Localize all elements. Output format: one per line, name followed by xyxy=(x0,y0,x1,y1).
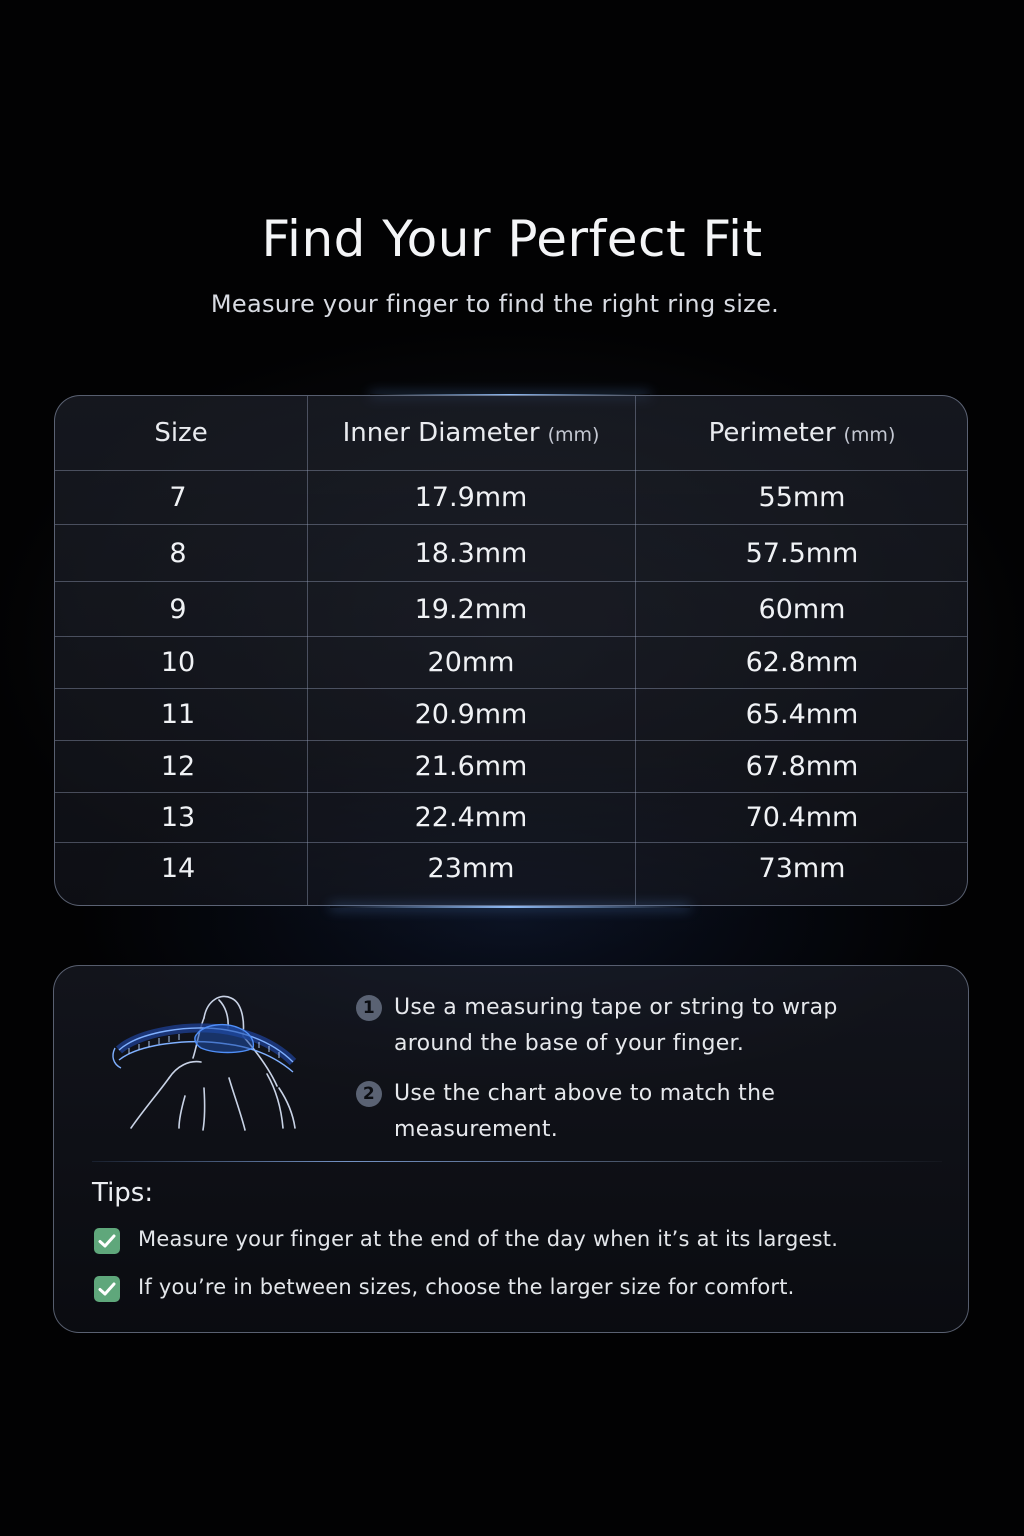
instruction-step xyxy=(356,990,916,1062)
column-header-label: Size xyxy=(154,418,208,448)
size-cell: 9 xyxy=(169,593,187,625)
perimeter-cell: 62.8mm xyxy=(745,647,859,678)
table-row xyxy=(55,792,968,842)
perimeter-cell: 70.4mm xyxy=(745,802,859,833)
column-header-label: Perimeter xyxy=(708,418,836,448)
step-number-badge: 2 xyxy=(356,1081,382,1107)
size-cell: 12 xyxy=(160,751,196,782)
section-divider xyxy=(92,1161,942,1162)
table-bottom-glow xyxy=(330,906,690,908)
step-number-badge: 1 xyxy=(356,995,382,1021)
size-cell: 7 xyxy=(169,482,187,513)
size-cell: 13 xyxy=(160,802,196,833)
diameter-cell: 21.6mm xyxy=(414,751,528,782)
perimeter-cell: 57.5mm xyxy=(745,537,859,569)
table-row xyxy=(55,524,968,581)
column-header-perimeter xyxy=(635,396,968,470)
size-cell: 8 xyxy=(169,537,187,569)
finger-measuring-tape-icon xyxy=(109,988,334,1138)
size-cell: 10 xyxy=(160,647,196,678)
tips-heading: Tips: xyxy=(92,1178,154,1208)
perimeter-cell: 65.4mm xyxy=(745,699,859,730)
tip-text: Measure your finger at the end of the day when it’s at its largest. xyxy=(138,1227,839,1251)
diameter-cell: 17.9mm xyxy=(414,482,528,513)
page-title: Find Your Perfect Fit xyxy=(261,210,763,268)
column-header-label: Inner Diameter xyxy=(342,418,540,448)
check-icon xyxy=(94,1228,120,1254)
perimeter-cell: 60mm xyxy=(758,593,846,625)
step-text: Use the chart above to match the measurement. xyxy=(394,1081,776,1142)
ring-size-table xyxy=(54,395,968,906)
column-header-unit: (mm) xyxy=(547,424,600,446)
size-cell: 14 xyxy=(160,852,196,884)
diameter-cell: 23mm xyxy=(427,852,515,884)
diameter-cell: 22.4mm xyxy=(414,802,528,833)
column-header-unit: (mm) xyxy=(843,424,896,446)
instruction-step xyxy=(356,1076,916,1148)
step-text: Use a measuring tape or string to wrap around the base of your finger. xyxy=(394,995,838,1056)
diameter-cell: 20.9mm xyxy=(414,699,528,730)
perimeter-cell: 55mm xyxy=(758,482,846,513)
table-row xyxy=(55,740,968,792)
size-cell: 11 xyxy=(160,699,196,730)
diameter-cell: 19.2mm xyxy=(414,593,528,625)
page-subtitle: Measure your finger to find the right ring size. xyxy=(210,290,780,318)
measuring-instructions-card xyxy=(53,965,969,1333)
table-row xyxy=(55,581,968,636)
perimeter-cell: 73mm xyxy=(758,852,846,884)
column-header-size xyxy=(55,396,307,470)
diameter-cell: 18.3mm xyxy=(414,537,528,569)
check-icon xyxy=(94,1276,120,1302)
table-row xyxy=(55,688,968,740)
tip-item xyxy=(92,1226,932,1256)
table-row xyxy=(55,470,968,524)
table-row xyxy=(55,636,968,688)
table-row xyxy=(55,842,968,904)
table-header-row xyxy=(55,396,968,470)
perimeter-cell: 67.8mm xyxy=(745,751,859,782)
diameter-cell: 20mm xyxy=(427,647,515,678)
column-header-inner-diameter xyxy=(307,396,635,470)
tip-text: If you’re in between sizes, choose the larger size for comfort. xyxy=(138,1275,795,1299)
tip-item xyxy=(92,1274,932,1304)
